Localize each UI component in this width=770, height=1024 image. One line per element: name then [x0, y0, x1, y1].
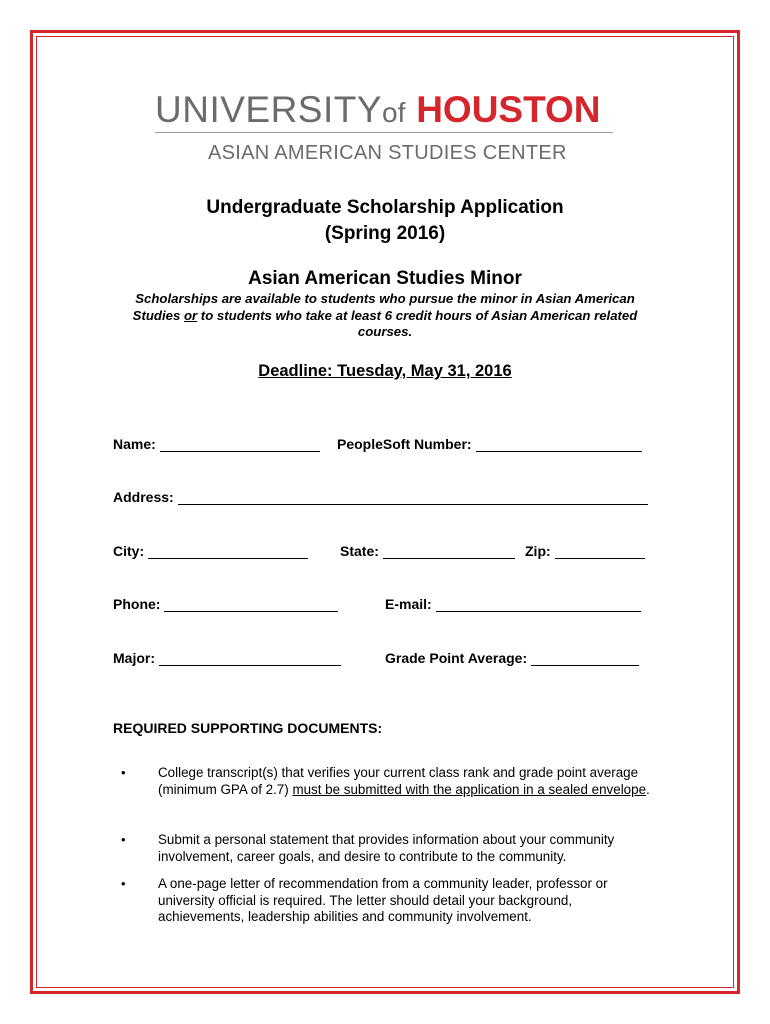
- gpa-label: Grade Point Average:: [385, 650, 528, 666]
- phone-label: Phone:: [113, 596, 161, 612]
- bullet-icon: •: [121, 765, 126, 780]
- required-documents-heading: REQUIRED SUPPORTING DOCUMENTS:: [113, 720, 383, 736]
- deadline: Deadline: Tuesday, May 31, 2016: [258, 362, 512, 380]
- city-label: City:: [113, 543, 145, 559]
- phone-input-line[interactable]: [164, 597, 338, 612]
- requirement-item: [113, 765, 658, 798]
- name-field: [113, 436, 320, 452]
- requirement-text: [158, 765, 658, 798]
- university-logo: [155, 90, 615, 130]
- bullet-icon: •: [121, 876, 126, 891]
- city-input-line[interactable]: [148, 544, 308, 559]
- logo-university-text: UNIVERSITY: [155, 89, 383, 130]
- gpa-input-line[interactable]: [531, 651, 639, 666]
- requirement-text: A one-page letter of recommendation from a community leader, professor or university official is required. The letter should detail your background, achievements, leadership abilities and community involvement.: [158, 876, 608, 925]
- state-label: State:: [340, 543, 379, 559]
- zip-field: [525, 543, 645, 559]
- minor-heading: Asian American Studies Minor: [248, 268, 522, 289]
- intro-part1: Scholarships are available to students who pursue the minor in Asian American Studies: [132, 291, 635, 323]
- name-input-line[interactable]: [160, 437, 320, 452]
- requirement-text-underlined: must be submitted with the application in a sealed envelope: [292, 781, 647, 797]
- intro-text: [110, 291, 660, 341]
- city-field: [113, 543, 308, 559]
- major-label: Major:: [113, 650, 155, 666]
- email-input-line[interactable]: [436, 597, 641, 612]
- form-term: (Spring 2016): [324, 223, 446, 244]
- form-title: Undergraduate Scholarship Application: [206, 197, 564, 218]
- address-label: Address:: [113, 489, 174, 505]
- address-input-line[interactable]: [178, 490, 648, 505]
- major-input-line[interactable]: [159, 651, 341, 666]
- logo-houston-text: HOUSTON: [416, 89, 601, 130]
- name-label: Name:: [113, 436, 156, 452]
- state-field: [340, 543, 515, 559]
- email-field: [385, 596, 641, 612]
- zip-input-line[interactable]: [555, 544, 645, 559]
- requirement-text-after: .: [646, 781, 650, 797]
- logo-of-text: of: [382, 97, 406, 128]
- requirement-text: Submit a personal statement that provides information about your community involvement, career goals, and desire to contribute to the community.: [158, 832, 615, 864]
- requirement-item: [113, 876, 658, 926]
- state-input-line[interactable]: [383, 544, 515, 559]
- intro-or: or: [183, 307, 198, 323]
- zip-label: Zip:: [525, 543, 551, 559]
- requirement-text-main: College transcript(s) that verifies your current class rank and grade point average (minimum GPA of 2.7): [158, 765, 639, 797]
- peoplesoft-label: PeopleSoft Number:: [337, 436, 472, 452]
- phone-field: [113, 596, 338, 612]
- logo-divider: [155, 132, 613, 133]
- peoplesoft-input-line[interactable]: [476, 437, 642, 452]
- center-name: ASIAN AMERICAN STUDIES CENTER: [208, 142, 567, 164]
- bullet-icon: •: [121, 832, 126, 847]
- gpa-field: [385, 650, 639, 666]
- email-label: E-mail:: [385, 596, 432, 612]
- major-field: [113, 650, 341, 666]
- address-field: [113, 489, 648, 505]
- requirement-item: [113, 832, 658, 865]
- intro-part2: to students who take at least 6 credit hours of Asian American related courses.: [197, 307, 638, 339]
- peoplesoft-field: [337, 436, 642, 452]
